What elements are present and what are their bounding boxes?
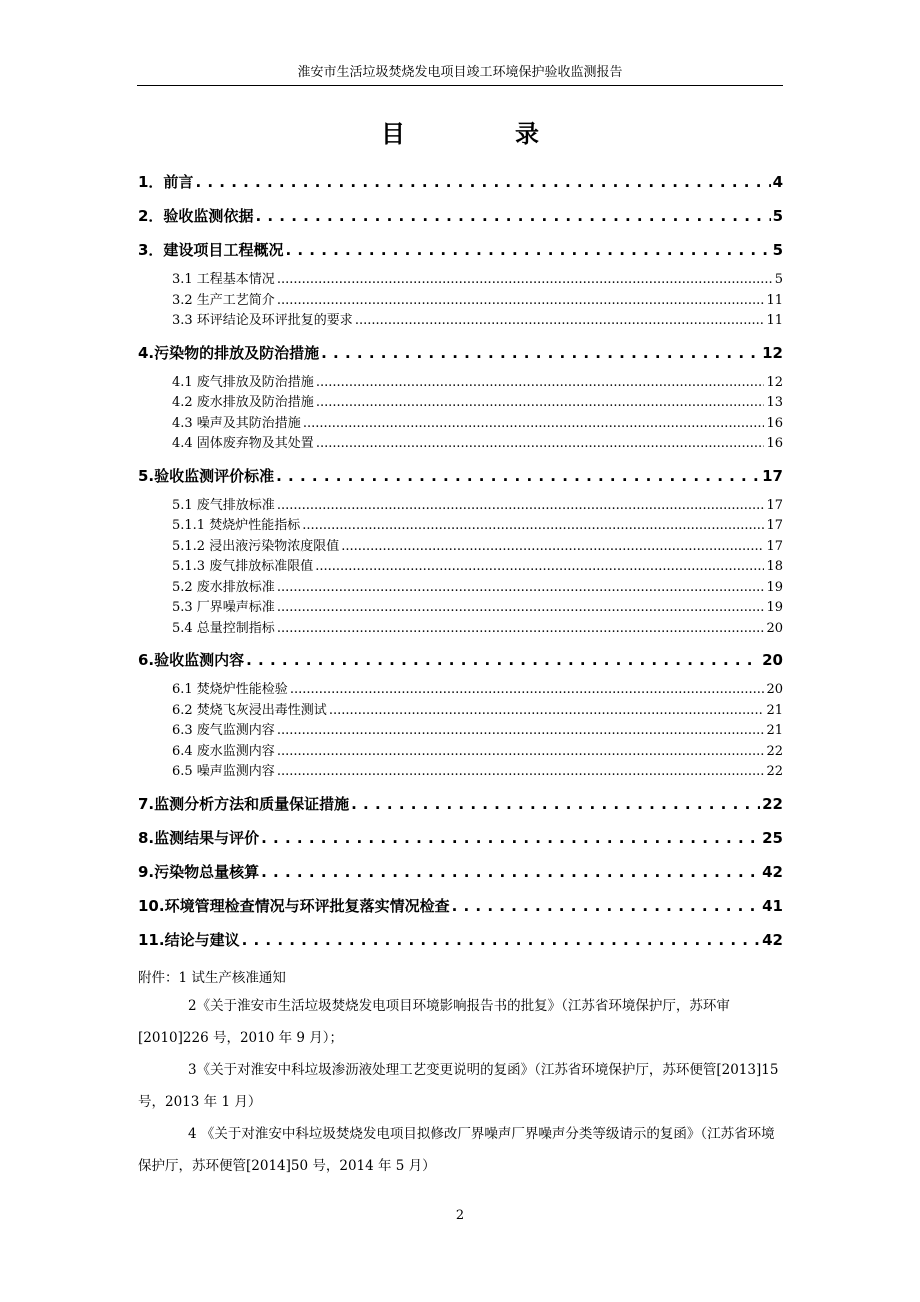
dot-leader: [277, 291, 765, 311]
toc-subentry[interactable]: [138, 578, 783, 599]
toc-subentry-label: 5.1 废气排放标准: [172, 497, 275, 513]
toc-subentry-label: 4.1 废气排放及防治措施: [172, 374, 314, 390]
toc-subentry-label: 6.1 焚烧炉性能检验: [172, 682, 288, 697]
toc-subentry-label: 4.4 固体废弃物及其处置: [172, 436, 314, 451]
attachments-section: [138, 966, 783, 1182]
toc-entry[interactable]: [138, 824, 783, 858]
dot-leader: [277, 742, 765, 762]
toc-subentry-page: 17: [766, 518, 783, 533]
toc-subentry[interactable]: [138, 721, 783, 742]
toc-subentry-label: 5.1.2 浸出液污染物浓度限值: [172, 538, 340, 554]
toc-subentry-page: 13: [766, 395, 783, 410]
toc-subentry[interactable]: [138, 291, 783, 312]
toc-subentry-page: 22: [766, 743, 783, 759]
toc-subentry-page: 19: [766, 579, 783, 595]
toc-entry-page: 5: [772, 207, 783, 225]
toc-subentry[interactable]: [138, 373, 783, 394]
dot-leader: [315, 557, 764, 577]
toc-subentry[interactable]: [138, 414, 783, 435]
attachment-intro: 附件：1 试生产核准通知: [138, 970, 286, 986]
toc-entry-label: 10.环境管理检查情况与环评批复落实情况检查: [138, 896, 450, 915]
dot-leader: [316, 373, 765, 393]
dot-leader: [290, 680, 765, 700]
toc-subentry[interactable]: [138, 701, 783, 722]
toc-subentry[interactable]: [138, 619, 783, 640]
toc-entry[interactable]: [138, 339, 783, 373]
toc-subentry-label: 5.3 厂界噪声标准: [172, 600, 275, 615]
toc-entry[interactable]: [138, 236, 783, 270]
toc-subentry-label: 6.4 废水监测内容: [172, 743, 275, 759]
dot-leader: [277, 721, 765, 741]
toc-subentry-page: 22: [766, 764, 783, 779]
dot-leader: [261, 858, 760, 886]
toc-subentry-label: 6.5 噪声监测内容: [172, 764, 275, 779]
toc-subentry-page: 21: [766, 723, 783, 738]
header-rule: [137, 85, 783, 86]
toc-entry-label: 11.结论与建议: [138, 930, 240, 949]
toc-subentry-page: 20: [766, 682, 783, 697]
toc-subentry-page: 11: [766, 313, 783, 328]
toc-subentry-label: 3.3 环评结论及环评批复的要求: [172, 313, 353, 328]
dot-leader: [316, 434, 765, 454]
dot-leader: [452, 892, 761, 920]
toc-entry-label: 2．验收监测依据: [138, 207, 254, 225]
dot-leader: [276, 462, 760, 490]
toc-subsection-group: [138, 496, 783, 640]
running-header: 淮安市生活垃圾焚烧发电项目竣工环境保护验收监测报告: [297, 65, 623, 80]
toc-subentry-page: 5: [774, 272, 783, 287]
toc-subentry-label: 5.1.3 废气排放标准限值: [172, 559, 314, 574]
toc-subentry-page: 21: [766, 702, 783, 718]
dot-leader: [351, 790, 760, 818]
dot-leader: [195, 168, 770, 196]
dot-leader: [277, 496, 765, 516]
toc-subentry-label: 6.3 废气监测内容: [172, 723, 275, 738]
toc-entry-label: 3．建设项目工程概况: [138, 241, 284, 259]
table-of-contents: [138, 168, 783, 960]
toc-subentry[interactable]: [138, 598, 783, 619]
toc-entry-page: 42: [762, 930, 783, 949]
toc-entry[interactable]: [138, 646, 783, 680]
toc-entry-label: 7.监测分析方法和质量保证措施: [138, 794, 350, 813]
toc-subentry[interactable]: [138, 680, 783, 701]
toc-entry-page: 25: [762, 828, 783, 847]
dot-leader: [341, 537, 764, 557]
dot-leader: [316, 393, 765, 413]
toc-subentry[interactable]: [138, 270, 783, 291]
toc-subentry-label: 3.2 生产工艺简介: [172, 292, 275, 308]
toc-entry-label: 9.污染物总量核算: [138, 862, 260, 881]
toc-subentry-label: 6.2 焚烧飞灰浸出毒性测试: [172, 702, 327, 718]
toc-entry[interactable]: [138, 926, 783, 960]
toc-subentry[interactable]: [138, 762, 783, 783]
toc-subentry-page: 20: [766, 620, 783, 636]
toc-subentry[interactable]: [138, 496, 783, 517]
toc-subentry-page: 17: [766, 497, 783, 513]
toc-entry[interactable]: [138, 858, 783, 892]
dot-leader: [285, 236, 770, 264]
dot-leader: [277, 762, 765, 782]
toc-entry-label: 6.验收监测内容: [138, 651, 245, 669]
attachment-item: 4 《关于对淮安中科垃圾焚烧发电项目拟修改厂界噪声厂界噪声分类等级请示的复函》（江苏省环境保护厅，苏环便管[2014]50 号，2014 年 5 月）: [138, 1126, 775, 1174]
dot-leader: [242, 926, 761, 954]
toc-subentry-label: 4.2 废水排放及防治措施: [172, 395, 314, 410]
toc-subentry[interactable]: [138, 557, 783, 578]
toc-subsection-group: [138, 270, 783, 332]
toc-subsection-group: [138, 373, 783, 455]
toc-subentry[interactable]: [138, 742, 783, 763]
toc-entry[interactable]: [138, 462, 783, 496]
toc-title: 目录: [381, 120, 649, 148]
dot-leader: [329, 701, 765, 721]
toc-entry[interactable]: [138, 168, 783, 202]
toc-subentry-page: 11: [766, 292, 783, 308]
toc-subentry[interactable]: [138, 311, 783, 332]
toc-entry[interactable]: [138, 790, 783, 824]
toc-subentry-page: 19: [766, 600, 783, 615]
toc-entry-page: 4: [772, 173, 783, 191]
toc-entry-page: 17: [762, 466, 783, 485]
toc-subentry[interactable]: [138, 434, 783, 455]
toc-entry-label: 8.监测结果与评价: [138, 828, 260, 847]
dot-leader: [355, 311, 765, 331]
dot-leader: [277, 270, 773, 290]
toc-entry[interactable]: [138, 202, 783, 236]
toc-subentry-label: 4.3 噪声及其防治措施: [172, 415, 301, 431]
toc-entry-label: 5.验收监测评价标准: [138, 466, 275, 485]
toc-entry-page: 12: [762, 343, 783, 362]
toc-subentry-page: 16: [766, 415, 783, 431]
dot-leader: [255, 202, 770, 230]
toc-subentry[interactable]: [138, 393, 783, 414]
attachment-item: 3《关于对淮安中科垃圾渗沥液处理工艺变更说明的复函》（江苏省环境保护厅，苏环便管[2013]15 号，2013 年 1 月）: [138, 1062, 779, 1110]
toc-entry-page: 5: [772, 241, 783, 259]
toc-entry-label: 1．前言: [138, 173, 194, 191]
dot-leader: [277, 619, 765, 639]
toc-subentry-page: 18: [766, 559, 783, 574]
toc-subentry-page: 17: [766, 538, 783, 554]
dot-leader: [261, 824, 760, 852]
toc-subentry-page: 12: [766, 374, 783, 390]
dot-leader: [246, 646, 760, 674]
dot-leader: [277, 598, 765, 618]
attachment-item: 2《关于淮安市生活垃圾焚烧发电项目环境影响报告书的批复》（江苏省环境保护厅，苏环审[2010]226 号，2010 年 9 月）；: [138, 998, 730, 1046]
dot-leader: [302, 516, 764, 536]
page-number: 2: [455, 1208, 465, 1223]
toc-entry-label: 4.污染物的排放及防治措施: [138, 343, 320, 362]
toc-subentry[interactable]: [138, 537, 783, 558]
toc-subentry-page: 16: [766, 436, 783, 451]
dot-leader: [277, 578, 765, 598]
toc-entry-page: 41: [762, 896, 783, 915]
toc-entry-page: 22: [762, 794, 783, 813]
toc-entry[interactable]: [138, 892, 783, 926]
toc-subsection-group: [138, 680, 783, 783]
toc-subentry-label: 5.2 废水排放标准: [172, 579, 275, 595]
toc-subentry-label: 5.4 总量控制指标: [172, 620, 275, 636]
dot-leader: [303, 414, 765, 434]
toc-subentry-label: 5.1.1 焚烧炉性能指标: [172, 518, 301, 533]
toc-subentry-label: 3.1 工程基本情况: [172, 272, 275, 287]
dot-leader: [321, 339, 760, 367]
toc-entry-page: 20: [762, 651, 783, 669]
toc-subentry[interactable]: [138, 516, 783, 537]
toc-entry-page: 42: [762, 862, 783, 881]
